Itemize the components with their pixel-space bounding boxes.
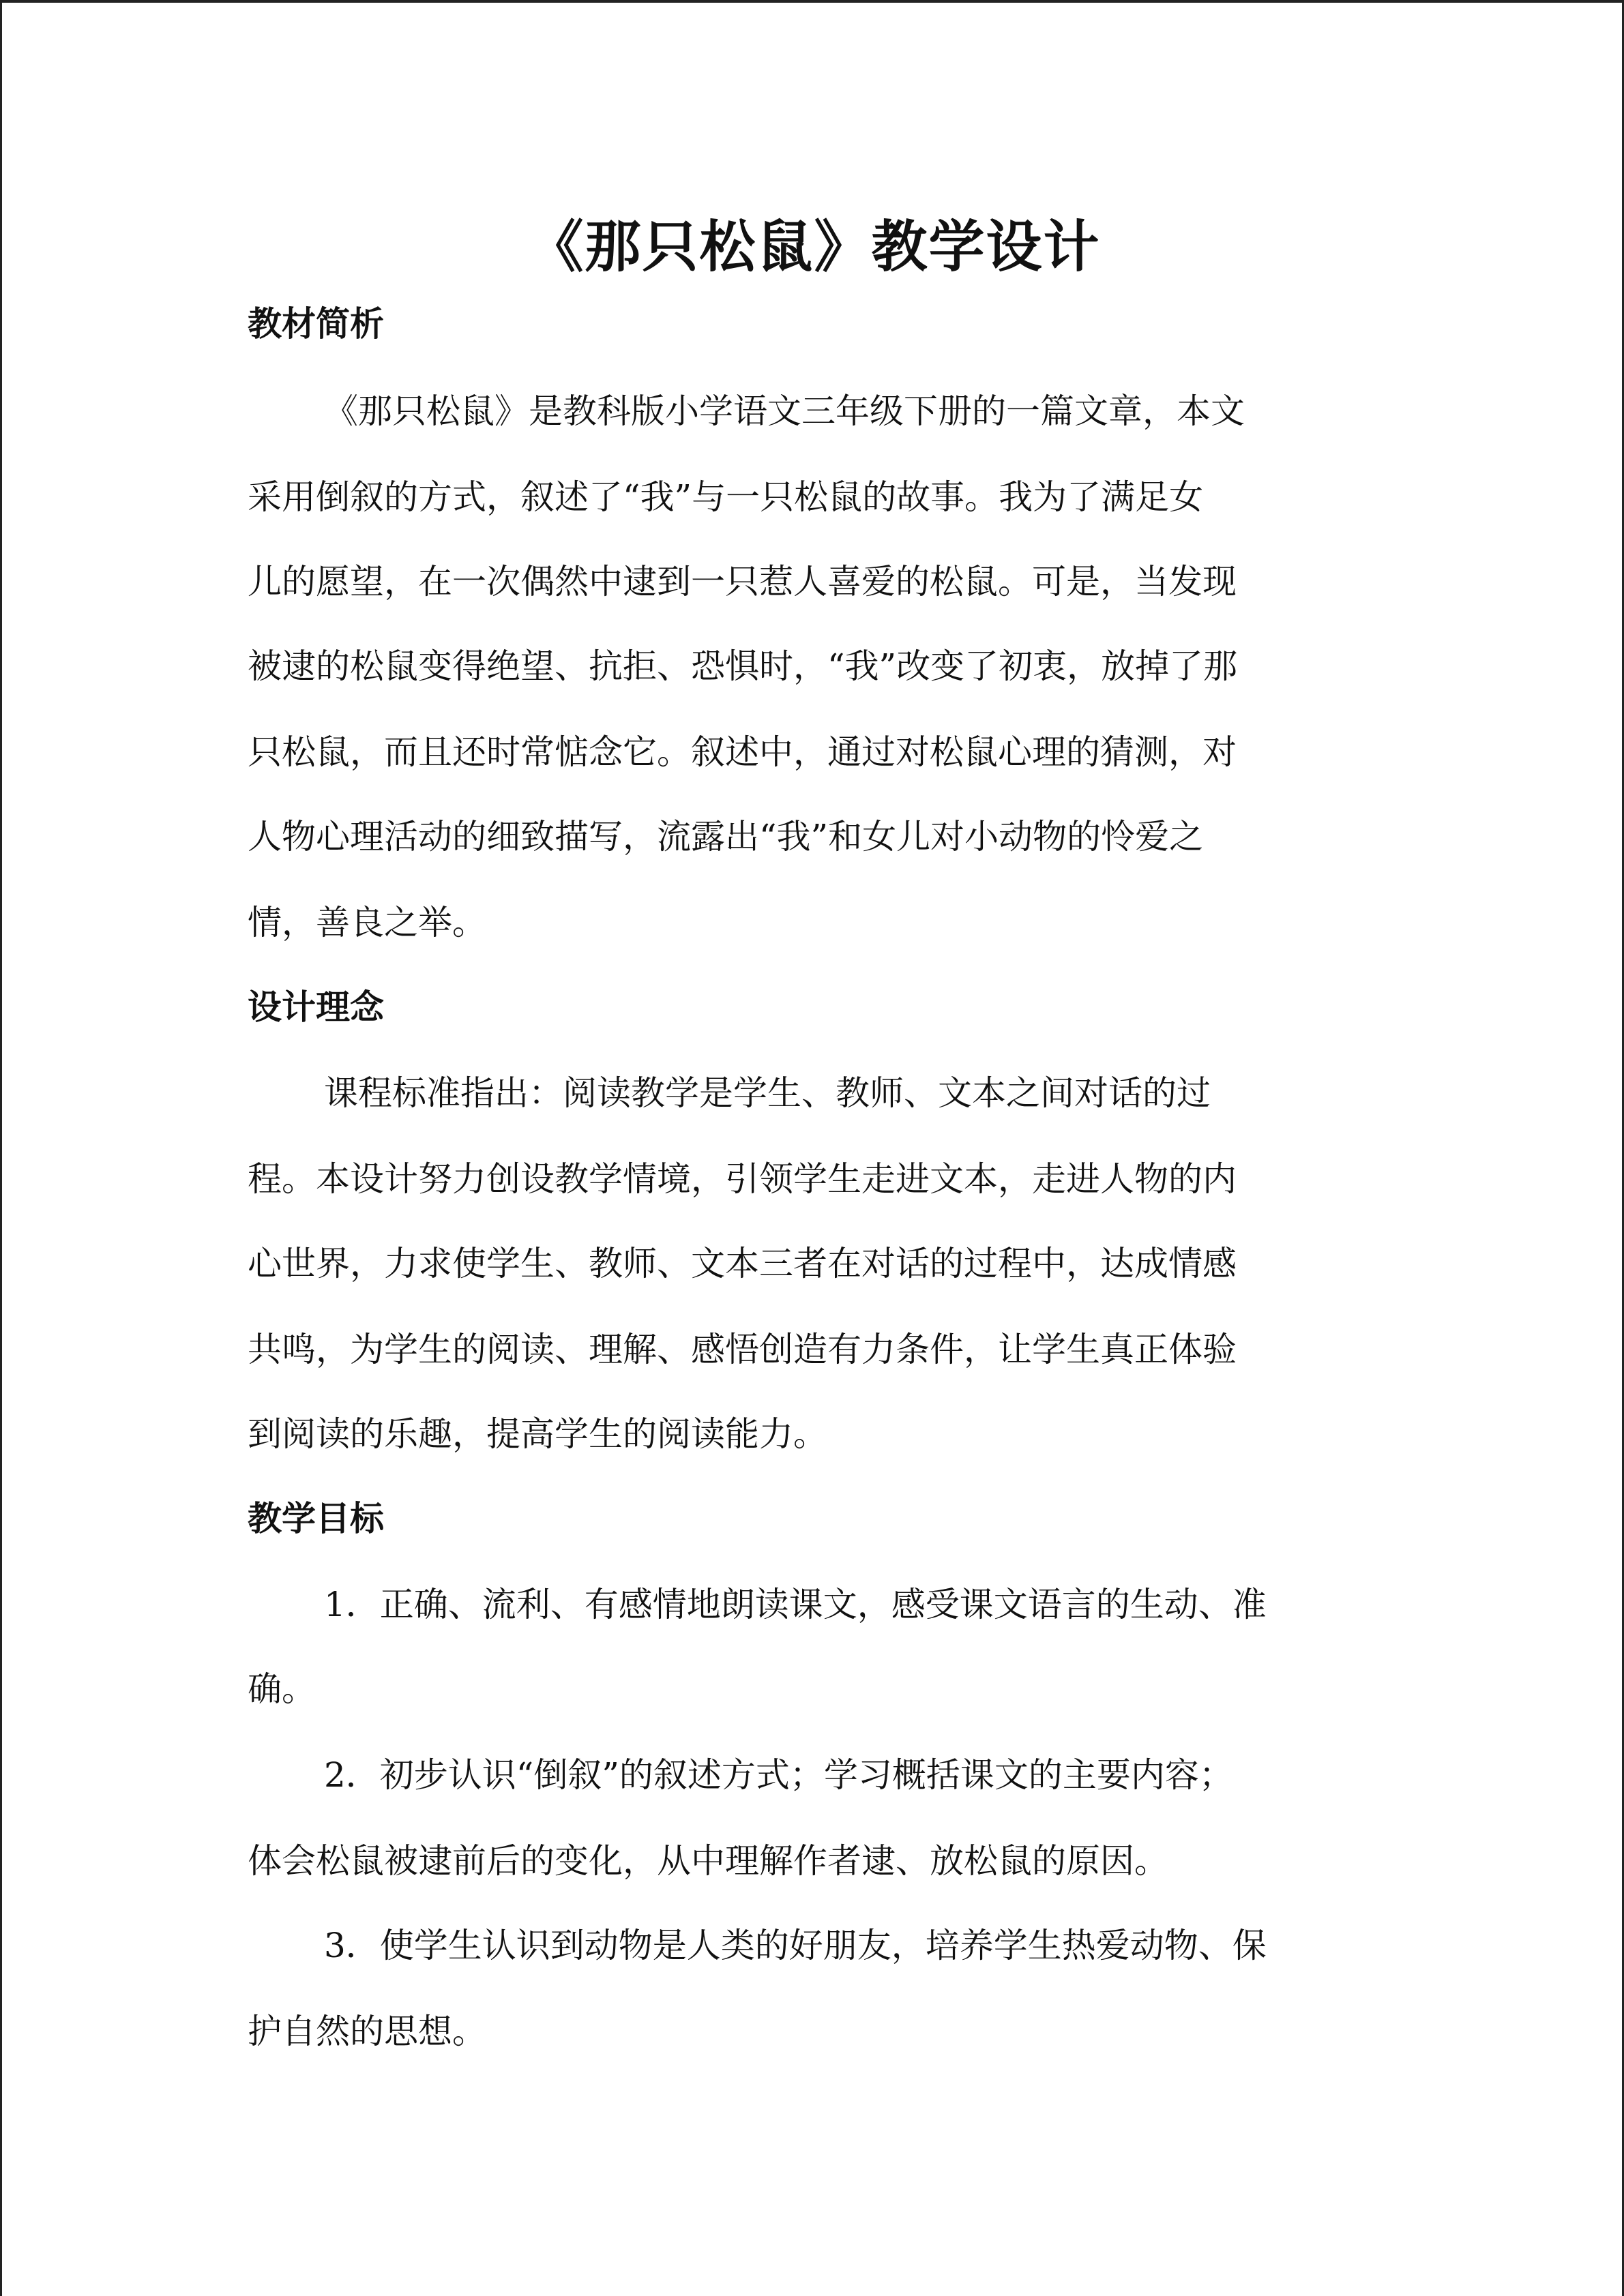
paragraph-line: 程。本设计努力创设教学情境，引领学生走进文本，走进人物的内	[248, 1159, 1237, 1199]
goal-line: 确。	[248, 1669, 316, 1709]
section-heading-teaching-goals: 教学目标	[248, 1498, 384, 1538]
section-heading-design-concept: 设计理念	[248, 987, 384, 1027]
paragraph-line: 《那只松鼠》是教科版小学语文三年级下册的一篇文章，本文	[324, 391, 1245, 431]
paragraph-line: 到阅读的乐趣，提高学生的阅读能力。	[248, 1414, 827, 1454]
paragraph-line: 人物心理活动的细致描写，流露出“我”和女儿对小动物的怜爱之	[248, 817, 1204, 856]
goal-line: 护自然的思想。	[248, 2012, 486, 2051]
document-title: 《那只松鼠》教学设计	[527, 214, 1101, 280]
paragraph-line: 情，善良之举。	[248, 903, 486, 942]
goal-line: 体会松鼠被逮前后的变化，从中理解作者逮、放松鼠的原因。	[248, 1841, 1168, 1881]
paragraph-line: 共鸣，为学生的阅读、理解、感悟创造有力条件，让学生真正体验	[248, 1330, 1237, 1369]
paragraph-line: 采用倒叙的方式，叙述了“我”与一只松鼠的故事。我为了满足女	[248, 477, 1204, 517]
paragraph-line: 儿的愿望，在一次偶然中逮到一只惹人喜爱的松鼠。可是，当发现	[248, 562, 1237, 601]
paragraph-line: 课程标准指出：阅读教学是学生、教师、文本之间对话的过	[324, 1073, 1211, 1113]
goal-line: 1．正确、流利、有感情地朗读课文，感受课文语言的生动、准	[324, 1585, 1267, 1624]
section-heading-textbook-analysis: 教材简析	[248, 303, 384, 344]
paragraph-line: 被逮的松鼠变得绝望、抗拒、恐惧时，“我”改变了初衷，放掉了那	[248, 646, 1238, 686]
goal-line: 2．初步认识“倒叙”的叙述方式；学习概括课文的主要内容；	[324, 1755, 1233, 1795]
paragraph-line: 心世界，力求使学生、教师、文本三者在对话的过程中，达成情感	[248, 1244, 1237, 1283]
paragraph-line: 只松鼠，而且还时常惦念它。叙述中，通过对松鼠心理的猜测，对	[248, 732, 1237, 772]
goal-line: 3．使学生认识到动物是人类的好朋友，培养学生热爱动物、保	[324, 1926, 1267, 1965]
